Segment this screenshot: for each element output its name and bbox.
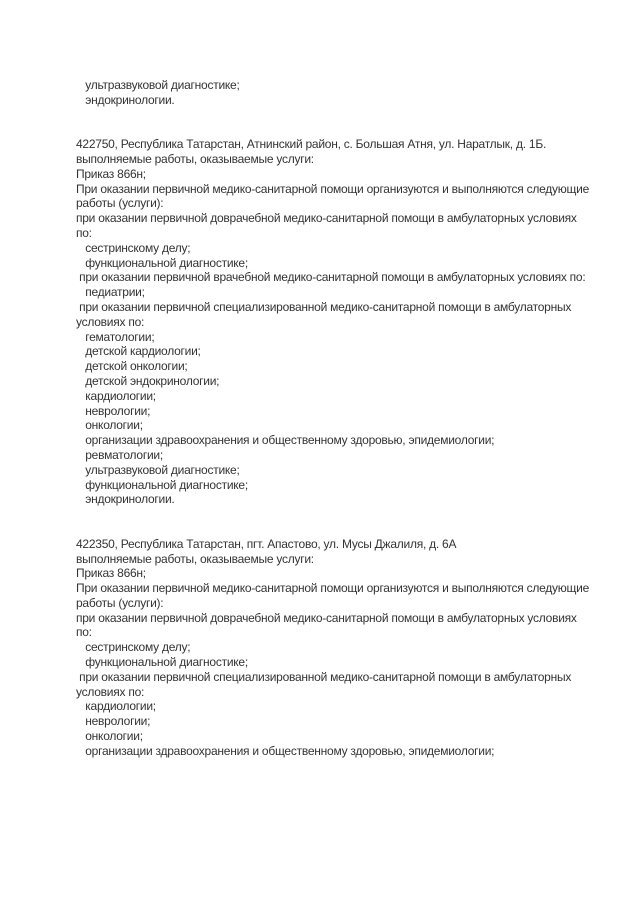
text-line <box>76 108 606 123</box>
text-line: ревматологии; <box>76 447 163 462</box>
document-body <box>76 78 606 759</box>
text-line: гематологии; <box>76 329 155 344</box>
text-line: ультразвуковой диагностике; <box>76 462 240 477</box>
text-line: по: <box>76 225 92 240</box>
text-line: при оказании первичной специализированной медико-санитарной помощи в амбулаторных <box>76 669 572 684</box>
text-line: организации здравоохранения и общественному здоровью, эпидемиологии; <box>76 743 495 758</box>
text-line: педиатрии; <box>76 285 145 300</box>
text-line: работы (услуги): <box>76 595 164 610</box>
text-line: неврологии; <box>76 403 151 418</box>
text-line: неврологии; <box>76 714 151 729</box>
text-line: при оказании первичной врачебной медико-санитарной помощи в амбулаторных условиях по: <box>76 270 586 285</box>
text-line: Приказ 866н; <box>76 566 146 581</box>
text-line: Приказ 866н; <box>76 166 146 181</box>
text-line: условиях по: <box>76 314 145 329</box>
text-line <box>76 507 606 522</box>
text-line: функциональной диагностике; <box>76 655 248 670</box>
text-line: При оказании первичной медико-санитарной помощи организуются и выполняются следующие <box>76 181 590 196</box>
text-line: работы (услуги): <box>76 196 164 211</box>
text-line: сестринскому делу; <box>76 240 191 255</box>
text-line: при оказании первичной специализированной медико-санитарной помощи в амбулаторных <box>76 299 572 314</box>
text-line: эндокринологии. <box>76 492 175 507</box>
text-line: организации здравоохранения и общественному здоровью, эпидемиологии; <box>76 433 495 448</box>
text-line: онкологии; <box>76 418 143 433</box>
text-line: выполняемые работы, оказываемые услуги: <box>76 151 314 166</box>
text-line <box>76 122 606 137</box>
text-line: при оказании первичной доврачебной медико-санитарной помощи в амбулаторных условиях <box>76 211 577 226</box>
text-line: детской онкологии; <box>76 359 188 374</box>
text-line: выполняемые работы, оказываемые услуги: <box>76 551 314 566</box>
text-line: детской эндокринологии; <box>76 373 220 388</box>
text-line: При оказании первичной медико-санитарной помощи организуются и выполняются следующие <box>76 581 590 596</box>
text-line <box>76 522 606 537</box>
text-line: по: <box>76 625 92 640</box>
text-line: кардиологии; <box>76 388 156 403</box>
text-line: функциональной диагностике; <box>76 477 248 492</box>
text-line: функциональной диагностике; <box>76 255 248 270</box>
text-line: онкологии; <box>76 729 143 744</box>
text-line: условиях по: <box>76 684 145 699</box>
text-line: 422350, Республика Татарстан, пгт. Апастово, ул. Мусы Джалиля, д. 6А <box>76 536 457 551</box>
text-line: 422750, Республика Татарстан, Атнинский район, с. Большая Атня, ул. Наратлык, д. 1Б. <box>76 137 547 152</box>
text-line: детской кардиологии; <box>76 344 201 359</box>
text-line: эндокринологии. <box>76 92 175 107</box>
text-line: кардиологии; <box>76 699 156 714</box>
text-line: сестринскому делу; <box>76 640 191 655</box>
text-line: ультразвуковой диагностике; <box>76 78 240 92</box>
text-line: при оказании первичной доврачебной медико-санитарной помощи в амбулаторных условиях <box>76 610 577 625</box>
